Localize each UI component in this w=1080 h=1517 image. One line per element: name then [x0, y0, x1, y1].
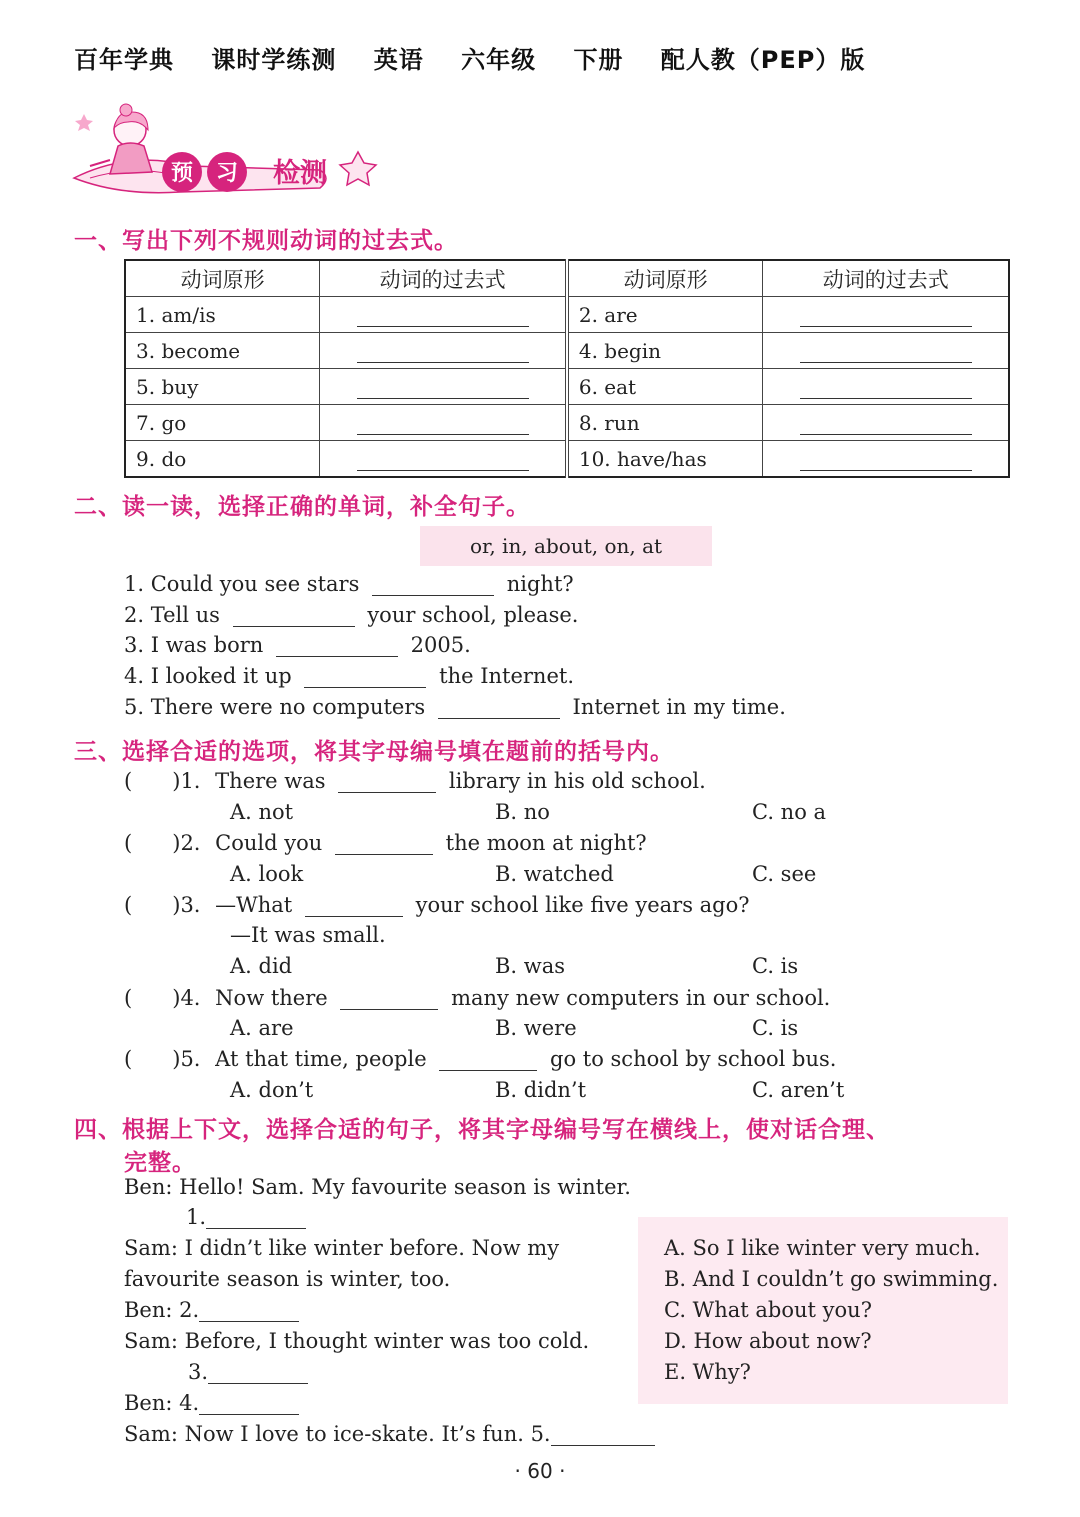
answer-blank[interactable] — [304, 665, 426, 688]
option-c: C. see — [752, 862, 817, 886]
option-b: B. were — [495, 1016, 577, 1040]
question-start: Could you — [215, 831, 323, 855]
section-4-title-cont: 完整。 — [124, 1150, 196, 1176]
question-response: —It was small. — [230, 923, 386, 947]
answer-blank[interactable] — [357, 412, 529, 435]
question-end: the moon at night? — [445, 831, 647, 855]
table-header-row — [125, 260, 1009, 297]
option-c: C. aren’t — [752, 1078, 845, 1102]
irregular-verbs-table — [124, 259, 1010, 478]
verb-base: 5. buy — [125, 369, 320, 405]
answer-blank[interactable] — [800, 376, 972, 399]
answer-paren[interactable]: ( )1. — [124, 769, 201, 793]
answer-blank[interactable] — [199, 1299, 299, 1322]
sentence-end: the Internet. — [439, 664, 574, 688]
dialogue-blank-line — [124, 1298, 299, 1322]
section-3-title: 三、选择合适的选项，将其字母编号填在题前的括号内。 — [74, 739, 674, 765]
verb-base: 3. become — [125, 333, 320, 369]
answer-blank[interactable] — [276, 634, 398, 657]
dialogue-blank-line — [188, 1360, 308, 1384]
sentence-start: 2. Tell us — [124, 603, 220, 627]
table-row — [125, 441, 1009, 478]
fill-blank-sentence — [124, 664, 574, 688]
answer-paren[interactable]: ( )3. — [124, 893, 201, 917]
answer-blank[interactable] — [800, 340, 972, 363]
answer-blank[interactable] — [372, 573, 494, 596]
option-item: A. So I like winter very much. — [664, 1236, 981, 1260]
verb-base: 9. do — [125, 441, 320, 478]
sentence-end: your school, please. — [367, 603, 579, 627]
verb-base: 8. run — [567, 405, 763, 441]
question-start: Now there — [215, 986, 328, 1010]
answer-blank[interactable] — [340, 987, 438, 1010]
answer-blank[interactable] — [199, 1392, 299, 1415]
answer-paren[interactable]: ( )5. — [124, 1047, 201, 1071]
header-item: 配人教（PEP）版 — [660, 46, 866, 74]
answer-blank[interactable] — [338, 770, 436, 793]
blank-number: 1. — [186, 1205, 207, 1229]
column-header: 动词原形 — [567, 260, 763, 297]
fill-blank-sentence — [124, 572, 574, 596]
option-a: A. are — [230, 1016, 294, 1040]
question-end: your school like five years ago? — [415, 893, 750, 917]
mc-question — [124, 986, 830, 1010]
mc-question — [124, 769, 706, 793]
column-header: 动词原形 — [125, 260, 320, 297]
mc-question — [124, 1047, 836, 1071]
fill-blank-sentence — [124, 633, 471, 657]
mc-question — [124, 831, 647, 855]
word-bank-box: or, in, about, on, at — [420, 526, 712, 566]
table-row — [125, 369, 1009, 405]
section-4-title: 四、根据上下文，选择合适的句子，将其字母编号写在横线上，使对话合理、 — [74, 1117, 890, 1143]
dialogue-speaker: Ben: 2. — [124, 1298, 200, 1322]
star-icon — [340, 152, 376, 185]
option-item: D. How about now? — [664, 1329, 872, 1353]
verb-base: 2. are — [567, 297, 763, 333]
dialogue-line: Sam: Before, I thought winter was too cold. — [124, 1329, 590, 1353]
dialogue-blank-line — [186, 1205, 306, 1229]
sentence-start: 3. I was born — [124, 633, 264, 657]
option-b: B. didn’t — [495, 1078, 587, 1102]
answer-paren[interactable]: ( )2. — [124, 831, 201, 855]
verb-base: 1. am/is — [125, 297, 320, 333]
question-start: At that time, people — [215, 1047, 427, 1071]
header-item: 课时学练测 — [211, 46, 337, 74]
question-start: —What — [215, 893, 293, 917]
section-1-title: 一、写出下列不规则动词的过去式。 — [74, 228, 458, 254]
option-a: A. did — [230, 954, 293, 978]
dialogue-speaker: Ben: 4. — [124, 1391, 200, 1415]
fill-blank-sentence — [124, 695, 786, 719]
verb-base: 6. eat — [567, 369, 763, 405]
answer-blank[interactable] — [305, 894, 403, 917]
option-item: E. Why? — [664, 1360, 751, 1384]
sentence-start: 1. Could you see stars — [124, 572, 360, 596]
sentence-end: 2005. — [410, 633, 471, 657]
answer-blank[interactable] — [357, 376, 529, 399]
column-header: 动词的过去式 — [763, 260, 1009, 297]
header-item: 六年级 — [461, 46, 537, 74]
sentence-end: night? — [506, 572, 574, 596]
girl-on-pencil-illustration — [70, 100, 390, 205]
table-row — [125, 333, 1009, 369]
banner-char-1: 预 — [170, 161, 194, 186]
table-row — [125, 297, 1009, 333]
column-header: 动词的过去式 — [320, 260, 567, 297]
header-item: 百年学典 — [74, 46, 174, 74]
dialogue-blank-line — [124, 1422, 655, 1446]
answer-blank[interactable] — [357, 448, 529, 471]
option-b: B. no — [495, 800, 550, 824]
question-end: many new computers in our school. — [451, 986, 831, 1010]
verb-base: 7. go — [125, 405, 320, 441]
question-start: There was — [215, 769, 326, 793]
dialogue-speaker: Sam: Now I love to ice-skate. It’s fun. 5. — [124, 1422, 551, 1446]
fill-blank-sentence — [124, 603, 578, 627]
answer-blank[interactable] — [208, 1361, 308, 1384]
answer-blank[interactable] — [439, 1048, 537, 1071]
option-b: B. was — [495, 954, 566, 978]
section-2-title: 二、读一读，选择正确的单词，补全句子。 — [74, 494, 530, 520]
answer-blank[interactable] — [233, 604, 355, 627]
sentence-start: 4. I looked it up — [124, 664, 292, 688]
page-number: · 60 · — [514, 1459, 566, 1483]
answer-paren[interactable]: ( )4. — [124, 986, 201, 1010]
verb-base: 10. have/has — [567, 441, 763, 478]
option-c: C. is — [752, 1016, 799, 1040]
answer-blank[interactable] — [438, 696, 560, 719]
table-row — [125, 405, 1009, 441]
sentence-end: Internet in my time. — [572, 695, 786, 719]
banner-char-2: 习 — [215, 161, 239, 186]
answer-blank[interactable] — [551, 1423, 655, 1446]
option-a: A. look — [230, 862, 304, 886]
preview-banner — [70, 100, 390, 205]
dialogue-blank-line — [124, 1391, 299, 1415]
answer-blank[interactable] — [206, 1206, 306, 1229]
blank-number: 3. — [188, 1360, 209, 1384]
answer-blank[interactable] — [357, 304, 529, 327]
option-c: C. is — [752, 954, 799, 978]
answer-blank[interactable] — [800, 304, 972, 327]
dialogue-line: Sam: I didn’t like winter before. Now my — [124, 1236, 560, 1260]
answer-blank[interactable] — [335, 832, 433, 855]
sentence-start: 5. There were no computers — [124, 695, 426, 719]
answer-blank[interactable] — [357, 340, 529, 363]
option-a: A. not — [230, 800, 294, 824]
answer-blank[interactable] — [800, 448, 972, 471]
option-item: C. What about you? — [664, 1298, 872, 1322]
option-item: B. And I couldn’t go swimming. — [664, 1267, 999, 1291]
verb-base: 4. begin — [567, 333, 763, 369]
dialogue-line: Ben: Hello! Sam. My favourite season is winter. — [124, 1175, 631, 1199]
header-item: 英语 — [373, 46, 424, 74]
question-end: go to school by school bus. — [550, 1047, 837, 1071]
question-end: library in his old school. — [448, 769, 706, 793]
book-header — [74, 40, 893, 75]
option-c: C. no a — [752, 800, 827, 824]
option-a: A. don’t — [230, 1078, 314, 1102]
header-item: 下册 — [573, 46, 624, 74]
banner-title-rest: 检测 — [273, 158, 327, 189]
answer-blank[interactable] — [800, 412, 972, 435]
dialogue-line: favourite season is winter, too. — [124, 1267, 451, 1291]
option-b: B. watched — [495, 862, 614, 886]
mc-question — [124, 893, 750, 917]
